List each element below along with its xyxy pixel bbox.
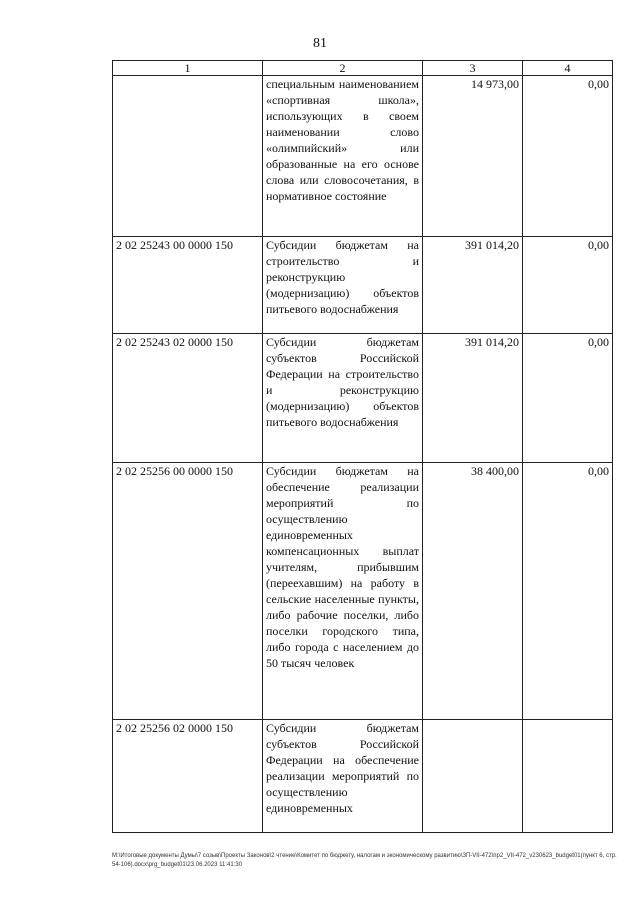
table-row	[113, 237, 613, 334]
description-text: Субсидии бюджетам субъектов Российской Федерации на строительство и реконструкцию (модернизацию) объектов питьевого водоснабжения	[266, 335, 419, 429]
table-row	[113, 334, 613, 463]
description-cell	[263, 334, 423, 463]
budget-code-cell: 2 02 25256 02 0000 150	[113, 720, 263, 833]
description-text: специальным наименованием «спортивная школа», использующих в своем наименовании слово «олимпийский» или образованные на его основе слова или словосочетания, в нормативное состояние	[266, 77, 419, 203]
column-header-3: 3	[423, 61, 523, 76]
budget-code-cell	[113, 76, 263, 237]
table-header-row	[113, 61, 613, 76]
page-number: 81	[313, 36, 327, 51]
column-header-2: 2	[263, 61, 423, 76]
amount-cell-col4: 0,00	[523, 237, 613, 334]
description-text: Субсидии бюджетам субъектов Российской Федерации на обеспечение реализации мероприятий по осуществлению единовременных	[266, 721, 419, 815]
amount-cell-col4	[523, 720, 613, 833]
budget-code-cell: 2 02 25256 00 0000 150	[113, 463, 263, 720]
table-row	[113, 463, 613, 720]
description-cell	[263, 463, 423, 720]
amount-cell-col4: 0,00	[523, 463, 613, 720]
amount-cell: 391 014,20	[423, 334, 523, 463]
description-cell	[263, 237, 423, 334]
column-header-4: 4	[523, 61, 613, 76]
amount-cell: 14 973,00	[423, 76, 523, 237]
description-text: Субсидии бюджетам на строительство и реконструкцию (модернизацию) объектов питьевого водоснабжения	[266, 238, 419, 316]
amount-cell-col4: 0,00	[523, 76, 613, 237]
description-cell	[263, 720, 423, 833]
budget-code-cell: 2 02 25243 00 0000 150	[113, 237, 263, 334]
amount-cell: 38 400,00	[423, 463, 523, 720]
document-file-path-footer: M:\Итоговые документы Думы\7 созыв\Проекты Законов\2 чтение\Комитет по бюджету, налогам и экономическому развитию\ЗП-VII-472\пр2_VII-472_v230623_budget01(пункт 6, стр.54-106).docx\prg_budget01\23.06.2023 11:41:30	[112, 853, 617, 868]
amount-cell	[423, 720, 523, 833]
column-header-1: 1	[113, 61, 263, 76]
amount-cell-col4: 0,00	[523, 334, 613, 463]
budget-code-cell: 2 02 25243 02 0000 150	[113, 334, 263, 463]
description-cell	[263, 76, 423, 237]
table-row	[113, 720, 613, 833]
table-row	[113, 76, 613, 237]
budget-table	[112, 60, 613, 833]
amount-cell: 391 014,20	[423, 237, 523, 334]
description-text: Субсидии бюджетам на обеспечение реализации мероприятий по осуществлению единовременных компенсационных выплат учителям, прибывшим (переехавшим) на работу в сельские населенные пункты, либо рабочие поселки, либо поселки городского типа, либо города с населением до 50 тысяч человек	[266, 464, 419, 670]
